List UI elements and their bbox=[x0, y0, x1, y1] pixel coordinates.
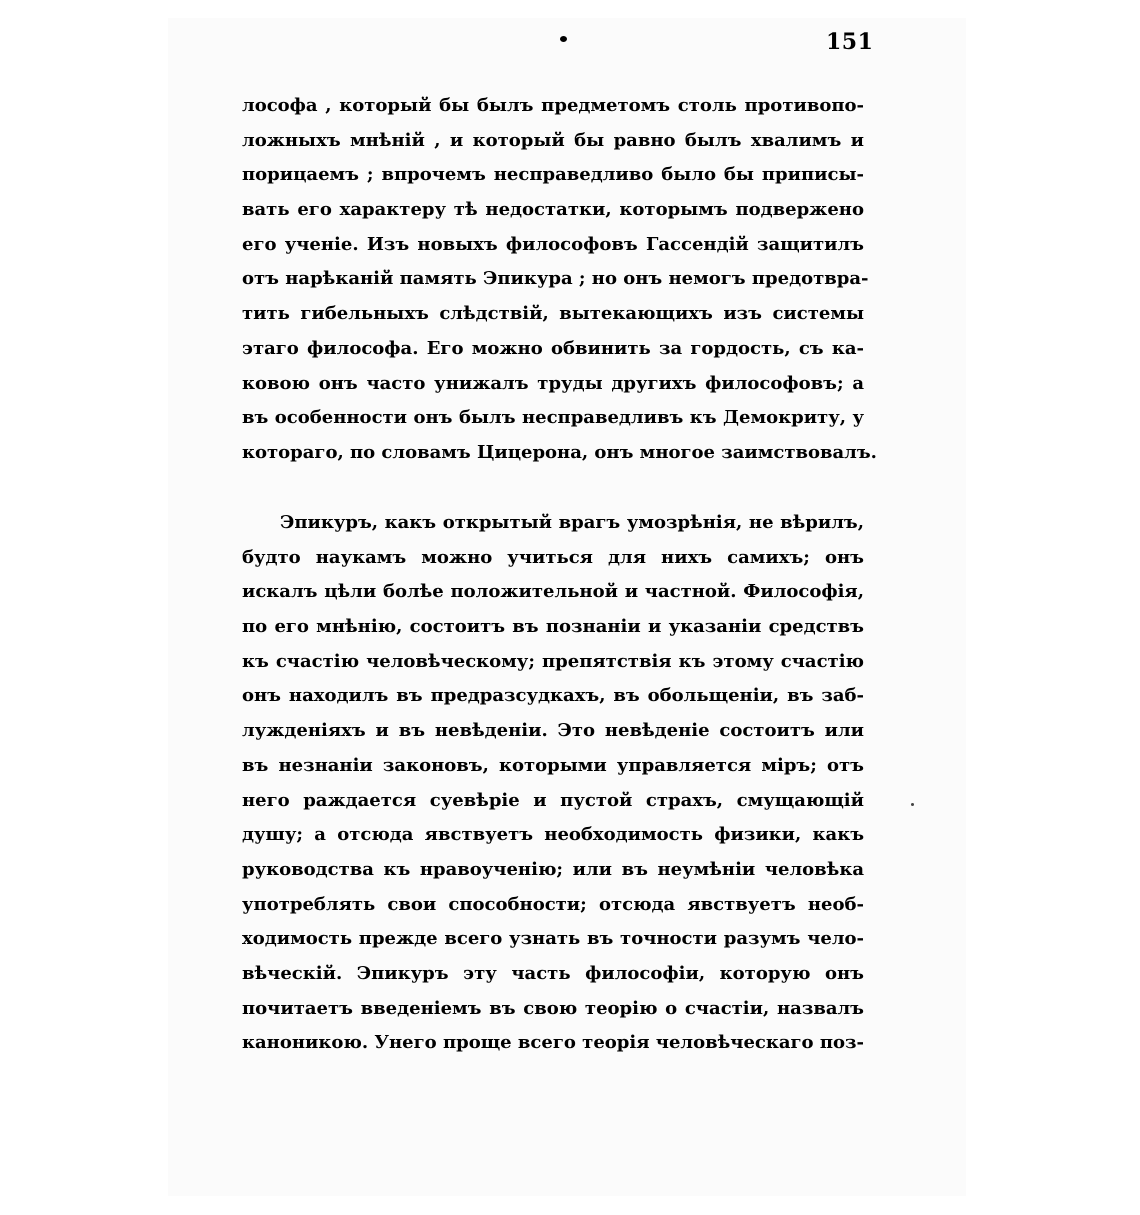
text-line: онъ находилъ въ предразсудкахъ, въ обольщеніи, въ заб- bbox=[242, 685, 864, 707]
text-line: къ счастію человѣческому; препятствія къ этому счастію bbox=[242, 650, 864, 672]
text-line: тить гибельныхъ слѣдствій, вытекающихъ изъ системы bbox=[242, 303, 864, 325]
text-line: лософа , который бы былъ предметомъ столь противопо- bbox=[242, 95, 864, 116]
text-line: каноникою. Унего проще всего теорія человѣческаго поз- bbox=[242, 1032, 864, 1054]
text-line: этаго философа. Его можно обвинить за гордость, съ ка- bbox=[242, 337, 864, 359]
text-line: Эпикуръ, какъ открытый врагъ умозрѣнія, не вѣрилъ, bbox=[280, 512, 864, 533]
text-line: вѣческій. Эпикуръ эту часть философіи, которую онъ bbox=[242, 962, 864, 984]
ink-dot bbox=[560, 36, 567, 42]
ink-speck bbox=[911, 803, 914, 806]
page-number: 151 bbox=[826, 29, 874, 55]
text-line: него раждается суевѣріе и пустой страхъ, смущающій bbox=[242, 789, 864, 811]
text-line: въ особенности онъ былъ несправедливъ къ Демокриту, у bbox=[242, 407, 864, 429]
text-line: въ незнаніи законовъ, которыми управляется міръ; отъ bbox=[242, 754, 864, 776]
text-line: лужденіяхъ и въ невѣденіи. Это невѣденіе состоитъ или bbox=[242, 720, 864, 742]
text-line: ходимость прежде всего узнать въ точности разумъ чело- bbox=[242, 928, 864, 950]
text-line: котораго, по словамъ Цицерона, онъ многое заимствовалъ. bbox=[242, 441, 877, 463]
text-line: его ученіе. Изъ новыхъ философовъ Гассендій защитилъ bbox=[242, 233, 864, 255]
paragraph-1 bbox=[242, 89, 877, 471]
text-line: ковою онъ часто унижалъ труды другихъ философовъ; а bbox=[242, 372, 864, 394]
text-line: будто наукамъ можно учиться для нихъ самихъ; онъ bbox=[242, 546, 864, 568]
paragraph-2 bbox=[242, 506, 864, 1061]
text-line: искалъ цѣли болѣе положительной и частной. Философія, bbox=[242, 581, 864, 603]
text-line: вать его характеру тѣ недостатки, которымъ подвержено bbox=[242, 199, 864, 221]
text-line: отъ нарѣканій память Эпикура ; но онъ немогъ предотвра- bbox=[242, 268, 869, 290]
text-line: порицаемъ ; впрочемъ несправедливо было бы приписы- bbox=[242, 164, 864, 186]
text-line: душу; а отсюда явствуетъ необходимость физики, какъ bbox=[242, 824, 864, 846]
text-line: употреблять свои способности; отсюда явствуетъ необ- bbox=[242, 893, 864, 915]
text-line: по его мнѣнію, состоитъ въ познаніи и указаніи средствъ bbox=[242, 616, 864, 638]
text-line: почитаетъ введеніемъ въ свою теорію о счастіи, назвалъ bbox=[242, 997, 864, 1019]
text-line: ложныхъ мнѣній , и который бы равно былъ хвалимъ и bbox=[242, 129, 864, 151]
text-line: руководства къ нравоученію; или въ неумѣніи человѣка bbox=[242, 858, 864, 880]
